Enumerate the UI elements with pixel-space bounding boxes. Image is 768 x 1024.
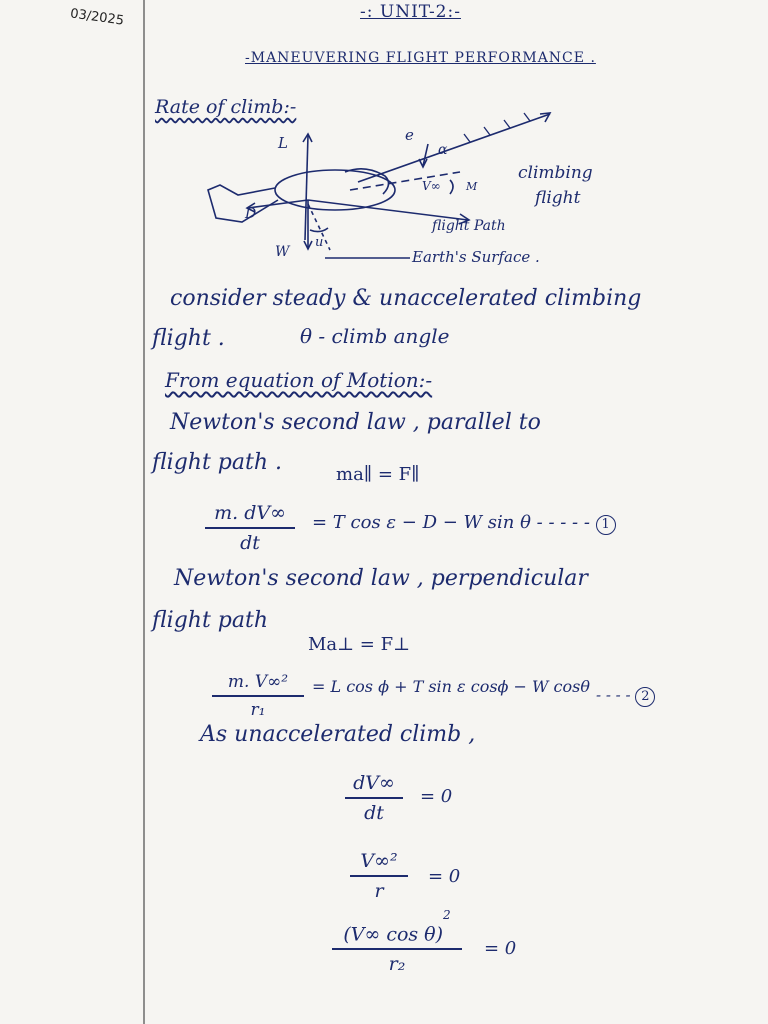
label-flight: flight <box>535 188 581 208</box>
eq4-rhs: = 0 <box>428 866 461 887</box>
text-line-8a: flight path <box>152 608 269 633</box>
eq3-fraction <box>345 772 403 824</box>
margin-line <box>143 0 145 1024</box>
eq1-fraction <box>205 502 295 554</box>
eq3-rhs: = 0 <box>420 786 453 807</box>
eq1-tag: 1 <box>596 515 616 535</box>
text-line-8b: Ma⊥ = F⊥ <box>308 634 411 655</box>
eq2-fraction <box>212 672 304 720</box>
page-date: 03/2025 <box>69 6 125 29</box>
eq2-rhs: = L cos ϕ + T sin ε cosϕ − W cosθ <box>312 677 590 696</box>
text-line-1: consider steady & unaccelerated climbing <box>170 286 642 311</box>
label-vinf: V∞ <box>422 179 441 193</box>
eq1-denominator: dt <box>240 532 260 554</box>
label-e: e <box>405 126 414 144</box>
label-D: D <box>245 206 257 222</box>
label-L: L <box>278 134 288 152</box>
climb-diagram <box>150 100 620 270</box>
text-line-3: From equation of Motion:- <box>165 368 433 392</box>
text-line-5a: flight path . <box>152 450 282 475</box>
label-W: W <box>275 244 290 260</box>
eq2-dash: - - - - <box>596 686 631 704</box>
label-mu: M <box>466 180 478 193</box>
eq5-rhs: = 0 <box>484 938 517 959</box>
eq1-numerator: m. dV∞ <box>214 502 286 524</box>
text-line-4: Newton's second law , parallel to <box>170 410 541 435</box>
label-u: u <box>315 235 324 250</box>
tail-shape <box>208 185 278 222</box>
eq2-numerator: m. V∞² <box>227 672 289 692</box>
eq5-exponent: 2 <box>443 908 451 922</box>
label-alpha: α <box>438 142 448 158</box>
eq3-numerator: dV∞ <box>353 772 395 794</box>
relative-wind <box>350 172 460 190</box>
eq4-denominator: r <box>374 880 384 902</box>
eq2-denominator: r₁ <box>250 700 266 720</box>
eq1-rhs-text: = T cos ε − D − W sin θ - - - - - <box>312 512 590 533</box>
text-line-5b: ma∥ = F∥ <box>336 464 420 485</box>
label-climbing: climbing <box>518 163 593 183</box>
eq5-numerator-text: (V∞ cos θ) <box>343 923 444 946</box>
unit-heading: -: UNIT-2:- <box>360 2 461 22</box>
eq2-tag: 2 <box>635 687 655 707</box>
label-earth: Earth's Surface . <box>412 248 540 266</box>
eq5-fraction <box>332 908 462 976</box>
eq4-fraction <box>350 850 408 902</box>
eq5-denominator: r₂ <box>388 953 406 976</box>
eq5-numerator <box>332 908 462 946</box>
text-line-10: As unaccelerated climb , <box>200 722 476 747</box>
text-line-2a: flight . <box>152 326 225 351</box>
label-flight-path: flight Path <box>432 218 506 234</box>
section-heading: Rate of climb:- <box>155 96 297 118</box>
eq1-rhs <box>312 512 616 535</box>
eq2-suffix <box>596 686 655 707</box>
text-line-7: Newton's second law , perpendicular <box>174 566 588 591</box>
page-title: -MANEUVERING FLIGHT PERFORMANCE . <box>245 50 596 66</box>
eq3-denominator: dt <box>364 802 384 824</box>
eq4-numerator: V∞² <box>360 850 398 872</box>
text-line-2b: θ - climb angle <box>300 324 450 348</box>
